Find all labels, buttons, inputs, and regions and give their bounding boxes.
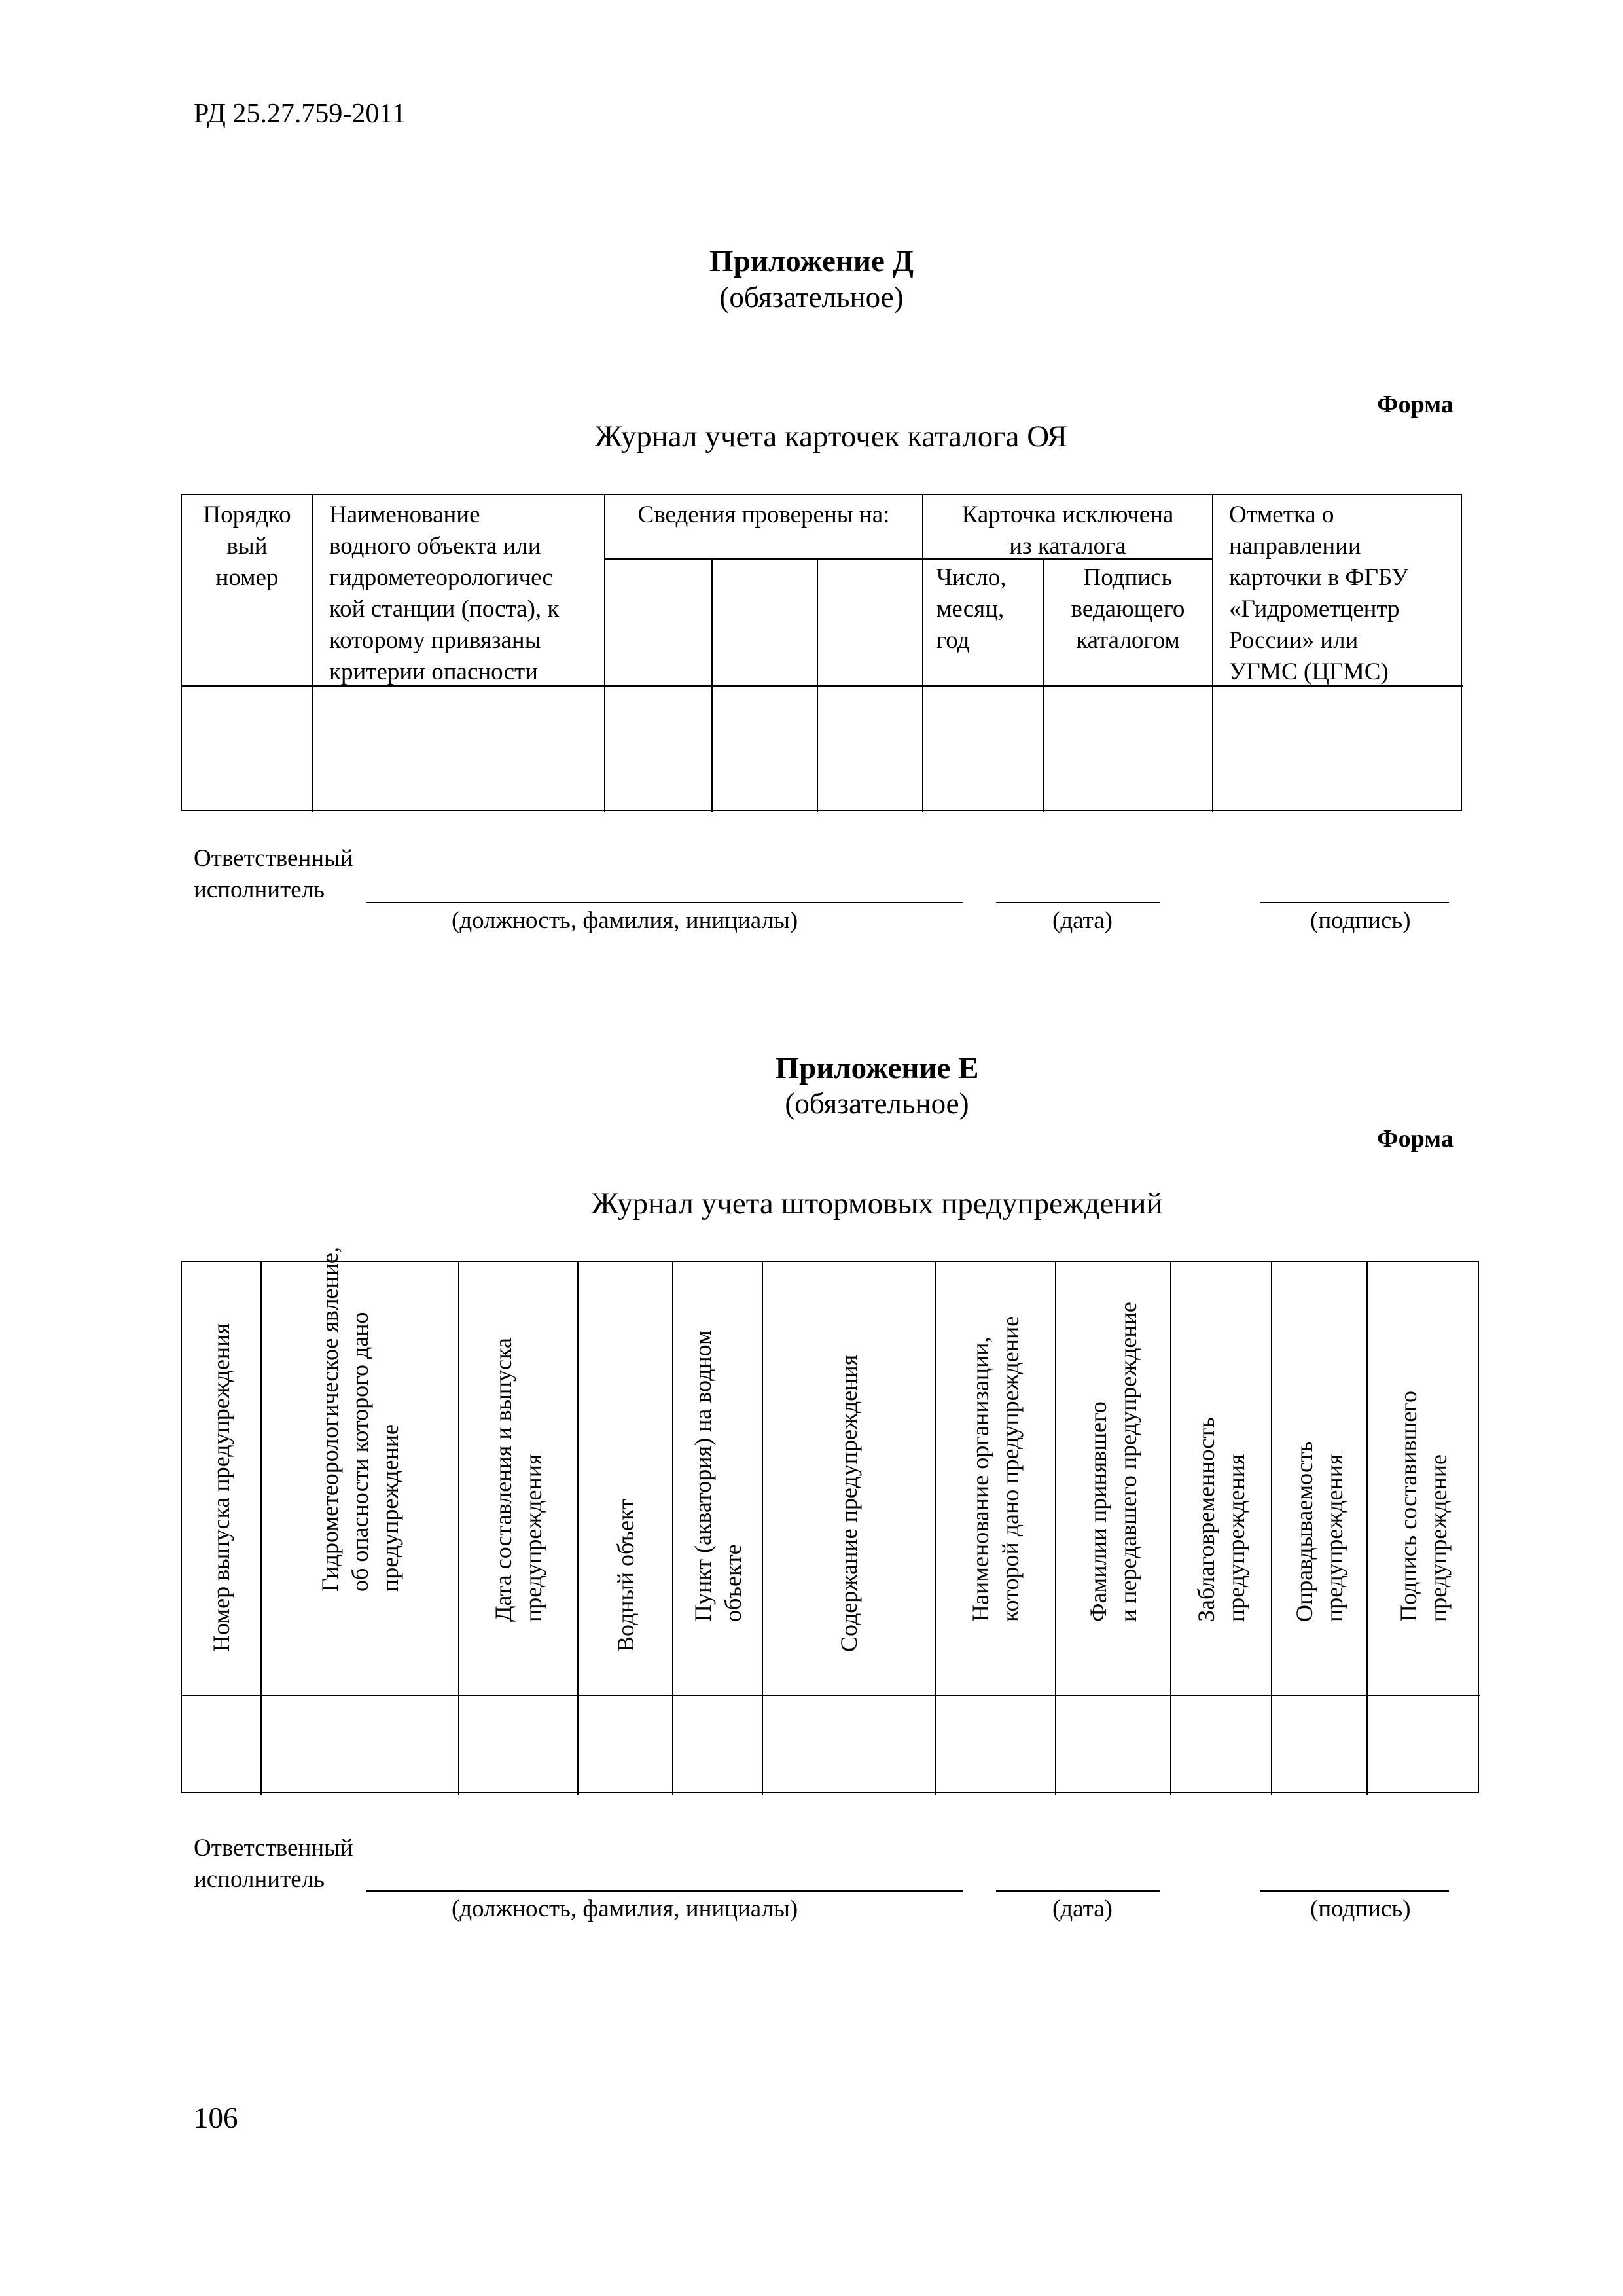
col-excluded-signature-header: Подпись ведающего каталогом [1071,564,1185,654]
col-object-name-header: Наименование водного объекта или гидрометеорологичес кой станции (поста), к которому привязаны критерии опасности [329,501,560,685]
col-lead-time-header: Заблаговременность предупреждения [1193,1417,1249,1622]
caption-signature-e: (подпись) [1310,1895,1411,1922]
col-content-header: Содержание предупреждения [836,1354,862,1652]
appendix-d-title: Приложение Д [709,244,914,278]
responsible-executor-label-d: Ответственный исполнитель [194,845,353,903]
col-point-header: Пункт (акватория) на водном объекте [689,1330,746,1622]
caption-date-e: (дата) [1052,1895,1113,1922]
appendix-e-journal-title: Журнал учета штормовых предупреждений [591,1187,1163,1221]
catalog-cards-journal-table [181,494,1462,811]
appendix-d-journal-title: Журнал учета карточек каталога ОЯ [594,420,1068,454]
col-water-body-header: Водный объект [612,1499,639,1652]
document-code: РД 25.27.759-2011 [194,99,406,129]
col-excluded-header: Карточка исключена из каталога [961,501,1174,560]
col-order-number-header: Порядко вый номер [203,501,291,591]
col-checked-header: Сведения проверены на: [637,501,890,528]
responsible-executor-label-e: Ответственный исполнитель [194,1835,353,1893]
signature-line-sign-d[interactable] [1260,902,1449,903]
storm-warnings-journal-table [181,1247,1479,1793]
col-issue-date-header: Дата составления и выпуска предупреждения [490,1338,546,1622]
col-excluded-date-header: Число, месяц, год [936,564,1007,654]
col-signature-header: Подпись составившего предупреждение [1395,1390,1452,1622]
appendix-e-subtitle: (обязательное) [785,1087,969,1120]
col-names-header: Фамилии принявшего и передавшего предупреждение [1085,1302,1141,1622]
page-number: 106 [194,2102,238,2134]
col-phenomenon-header: Гидрометеорологическое явление, об опасности которого дано предупреждение [317,1247,403,1592]
appendix-d-form-label: Форма [1377,391,1454,418]
caption-date-d: (дата) [1052,907,1113,934]
signature-line-date-d[interactable] [996,902,1160,903]
caption-name-e: (должность, фамилия, инициалы) [452,1895,798,1922]
appendix-e-form-label: Форма [1377,1125,1454,1153]
caption-signature-d: (подпись) [1310,907,1411,934]
signature-line-sign-e[interactable] [1260,1890,1449,1892]
signature-line-name-d[interactable] [366,902,963,903]
col-sent-mark-header: Отметка о направлении карточки в ФГБУ «Гидрометцентр России» или УГМС (ЦГМС) [1229,501,1409,685]
col-warning-number-header: Номер выпуска предупреждения [208,1323,234,1652]
signature-line-name-e[interactable] [366,1890,963,1892]
appendix-d-subtitle: (обязательное) [719,281,904,314]
appendix-e-title: Приложение Е [775,1051,979,1085]
signature-line-date-e[interactable] [996,1890,1160,1892]
col-justification-header: Оправдываемость предупреждения [1291,1441,1347,1622]
caption-name-d: (должность, фамилия, инициалы) [452,907,798,934]
col-organization-header: Наименование организации, которой дано предупреждение [967,1316,1024,1622]
